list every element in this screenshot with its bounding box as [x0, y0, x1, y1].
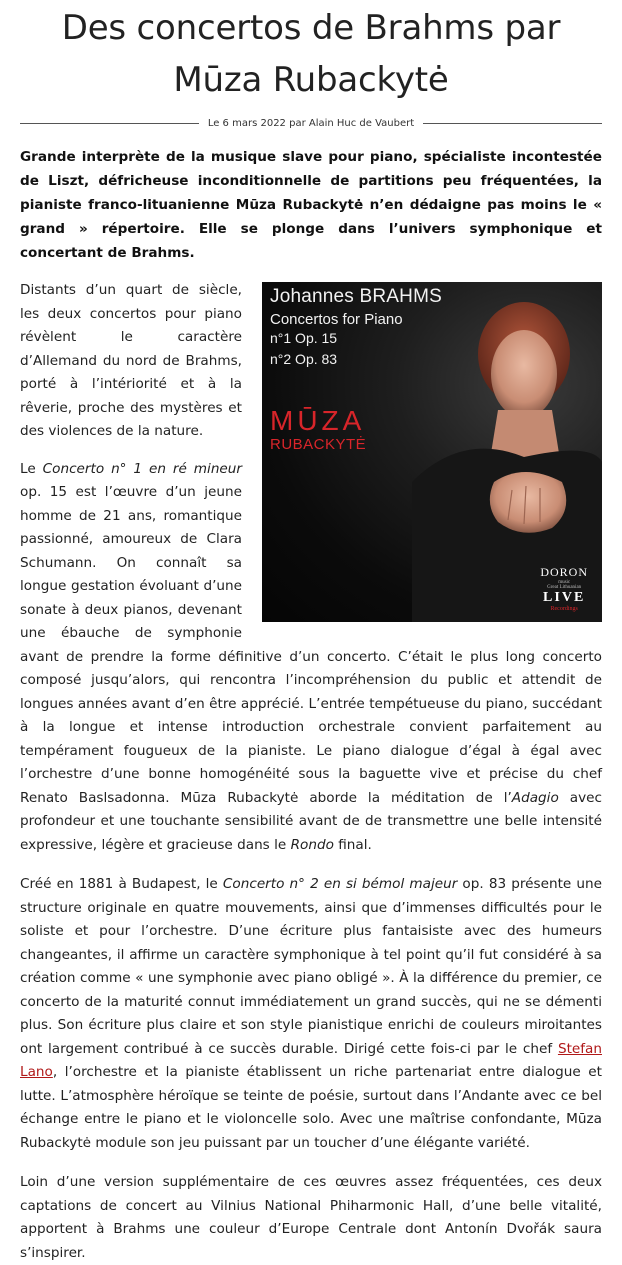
cover-artist: [270, 406, 366, 453]
label-music: music: [558, 580, 571, 585]
link-stefan-lano[interactable]: Stefan Lano: [20, 1040, 602, 1080]
cover-title: Concertos for Piano: [270, 311, 403, 328]
figure-hand: [490, 472, 566, 533]
album-cover-image: [262, 282, 602, 622]
label-live: LIVE: [543, 590, 586, 605]
paragraph-conclusion: Loin d’une version supplémentaire de ces œuvres assez fréquentées, ces deux captations de concert au Vilnius National Phiharmonic Hall, d’une belle vitalité, apportent à Brahms une couleur d’Europe Centrale dont Antonín Dvořák saura s’inspirer.: [20, 1174, 602, 1261]
cover-artist-last: RUBACKYTĖ: [270, 436, 367, 453]
cover-composer: Johannes BRAHMS: [270, 286, 442, 307]
figure-face: [491, 330, 557, 418]
cover-op1: n°1 Op. 15: [270, 330, 338, 346]
divider-right: [423, 123, 602, 124]
page-title: Des concertos de Brahms par Mūza Rubackytė: [61, 8, 561, 100]
paragraph-concerto-1: Le Concerto n° 1 en ré mineur op. 15 est l’œuvre d’un jeune homme de 21 ans, romantique passionné, amoureux de Clara Schumann. On connaît sa longue gestation évoluant d’une sonate à deux pianos, devenant une ébauche de symphonie avant de prendre la forme définitive d’un concerto. C’était le plus long concerto composé jusqu’alors, qui rencontra l’incompréhension du public et attendit de longues années avant d’en être apprécié. L’entrée tempétueuse du piano, succédant à la longue et intense introduction orchestrale convient parfaitement au tempérament fougueux de la pianiste. Le piano dialogue d’égal à égal avec l’orchestre d’une bonne homogénéité sous la baguette vive et précise du chef Renato Baslsadonna. Mūza Rubackytė aborde la méditation de l’Adagio avec profondeur et une touchante sensibilité avant de de transmettre une belle intensité expressive, légère et gracieuse dans le Rondo final.: [20, 460, 602, 853]
divider-left: [20, 123, 199, 124]
cover-artist-first: MŪZA: [270, 405, 366, 436]
record-label-logo: [540, 565, 588, 612]
label-series: Great Lithuanian: [547, 585, 582, 590]
cover-op2: n°2 Op. 83: [270, 351, 338, 367]
paragraph-concerto-2: Créé en 1881 à Budapest, le Concerto n° 2 en si bémol majeur op. 83 présente une structure originale en quatre mouvements, ainsi que d’immenses difficultés pour le soliste et pour l’orchestre. D’une écriture plus fantaisiste avec des humeurs changeantes, il affirme un caractère symphonique à tel point qu’il fut considéré à sa création comme « une symphonie avec piano obligé ». À la différence du premier, ce concerto de la maturité connut immédiatement un grand succès, qui ne se démenti plus. Son écriture plus claire et son style pianistique enrichi de couleurs miroitantes ont largement contribué à ce succès durable. Dirigé cette fois-ci par le chef Stefan Lano, l’orchestre et la pianiste établissent un riche partenariat entre dialogue et lutte. L’atmosphère héroïque se teinte de poésie, surtout dans l’Andante avec ce bel échange entre le piano et le violoncelle solo. Avec une maîtrise confondante, Mūza Rubackytė module son jeu puissant par un toucher d’une élégante variété.: [20, 876, 602, 1151]
article: [0, 2, 622, 1265]
lead-paragraph: Grande interprète de la musique slave pour piano, spécialiste incontestée de Liszt, défricheuse inconditionnelle de partitions peu fréquentées, la pianiste franco-lituanienne Mūza Rubackytė n’en dédaigne pas moins le « grand » répertoire. Elle se plonge dans l’univers symphonique et concertant de Brahms.: [20, 149, 602, 261]
byline-text: Le 6 mars 2022 par Alain Huc de Vaubert: [207, 118, 415, 129]
label-recordings: Recordings: [550, 606, 578, 612]
cover-text: [270, 286, 442, 370]
byline: [20, 118, 602, 129]
label-doron: DORON: [540, 565, 588, 579]
paragraph-intro: Distants d’un quart de siècle, les deux concertos pour piano révèlent le caractère d’Allemand du nord de Brahms, porté à l’intériorité et à la rêverie, proche des mystères et des violences de la nature.: [20, 282, 242, 439]
